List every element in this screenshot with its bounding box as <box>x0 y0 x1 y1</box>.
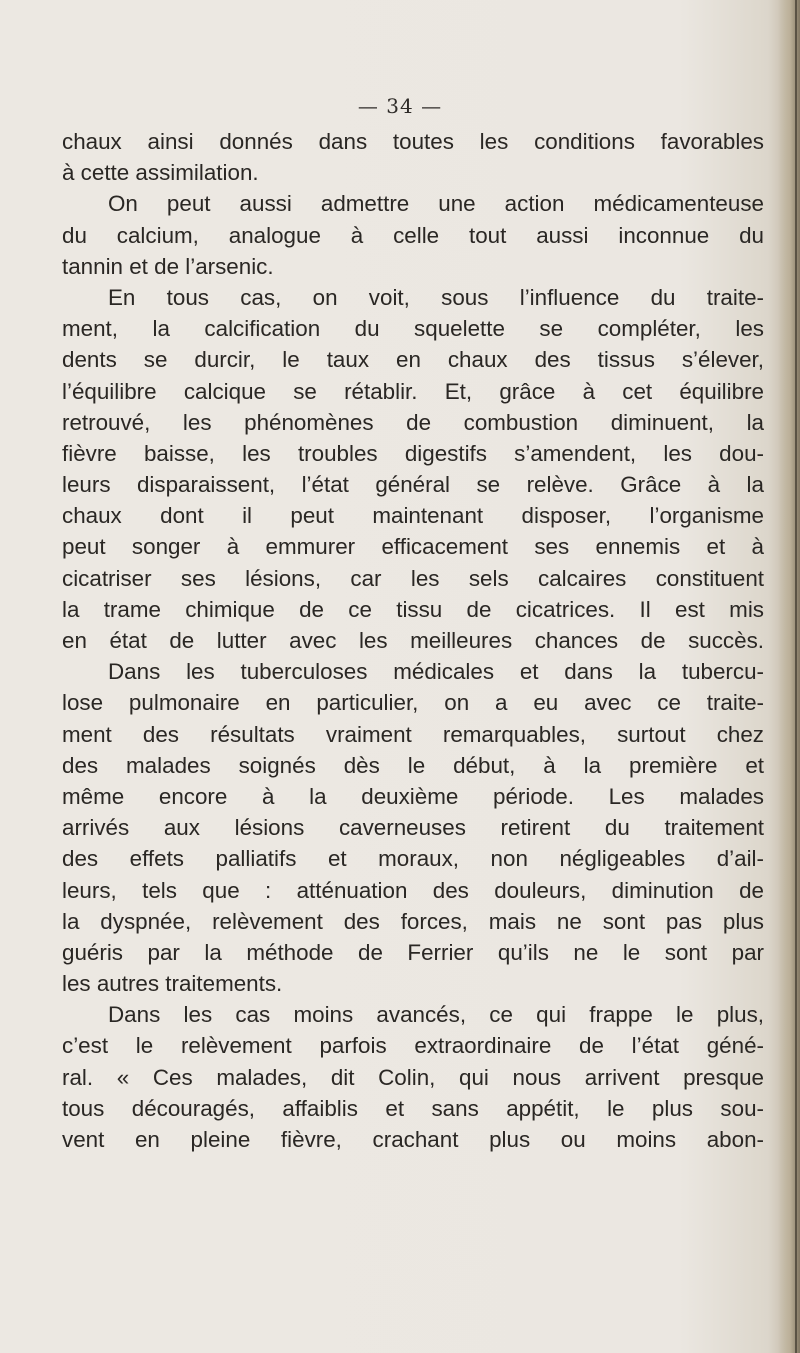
text-line: même encore à la deuxième période. Les malades <box>62 783 764 809</box>
text-line: vent en pleine fièvre, crachant plus ou moins abon- <box>62 1127 764 1152</box>
text-line: tannin et de l’arsenic. <box>62 253 274 279</box>
body-text <box>62 126 764 1155</box>
text-line: arrivés aux lésions caverneuses retirent du traitement <box>62 815 764 841</box>
text-line: des malades soignés dès le début, à la première et <box>62 752 764 778</box>
text-line: Dans les tuberculoses médicales et dans la tubercu- <box>108 659 764 685</box>
text-line: cicatriser ses lésions, car les sels calcaires constituent <box>62 565 764 591</box>
text-line: à cette assimilation. <box>62 160 259 186</box>
text-line: en état de lutter avec les meilleures chances de succès. <box>62 628 764 653</box>
text-line: fièvre baisse, les troubles digestifs s’amendent, les dou- <box>62 440 764 466</box>
text-line: c’est le relèvement parfois extraordinaire de l’état géné- <box>62 1033 764 1059</box>
text-line: guéris par la méthode de Ferrier qu’ils ne le sont par <box>62 939 764 965</box>
text-line: des effets palliatifs et moraux, non négligeables d’ail- <box>62 846 764 872</box>
text-line: l’équilibre calcique se rétablir. Et, grâce à cet équilibre <box>62 378 764 404</box>
text-line: dents se durcir, le taux en chaux des tissus s’élever, <box>62 347 764 373</box>
text-line: ment, la calcification du squelette se compléter, les <box>62 316 764 342</box>
text-line: chaux ainsi donnés dans toutes les conditions favorables <box>62 129 764 154</box>
text-line: ment des résultats vraiment remarquables, surtout chez <box>62 721 764 747</box>
text-line: lose pulmonaire en particulier, on a eu avec ce traite- <box>62 690 764 716</box>
text-line: leurs disparaissent, l’état général se relève. Grâce à la <box>62 472 764 498</box>
text-line: On peut aussi admettre une action médicamenteuse <box>108 191 764 217</box>
text-line: du calcium, analogue à celle tout aussi inconnue du <box>62 222 764 248</box>
text-line: En tous cas, on voit, sous l’influence du traite- <box>108 284 764 310</box>
text-line: tous découragés, affaiblis et sans appétit, le plus sou- <box>62 1095 764 1121</box>
page-edge-line <box>795 0 797 1353</box>
text-line: ral. « Ces malades, dit Colin, qui nous arrivent presque <box>62 1064 764 1090</box>
text-line: leurs, tels que : atténuation des douleurs, diminution de <box>62 877 764 903</box>
text-line: retrouvé, les phénomènes de combustion diminuent, la <box>62 409 764 435</box>
text-line: peut songer à emmurer efficacement ses ennemis et à <box>62 534 764 560</box>
text-line: la dyspnée, relèvement des forces, mais ne sont pas plus <box>62 908 764 934</box>
text-line: les autres traitements. <box>62 971 283 997</box>
text-line: Dans les cas moins avancés, ce qui frappe le plus, <box>108 1002 764 1028</box>
text-line: la trame chimique de ce tissu de cicatrices. Il est mis <box>62 596 764 622</box>
page-number: — 34 — <box>357 94 443 118</box>
text-line: chaux dont il peut maintenant disposer, l’organisme <box>62 503 764 529</box>
